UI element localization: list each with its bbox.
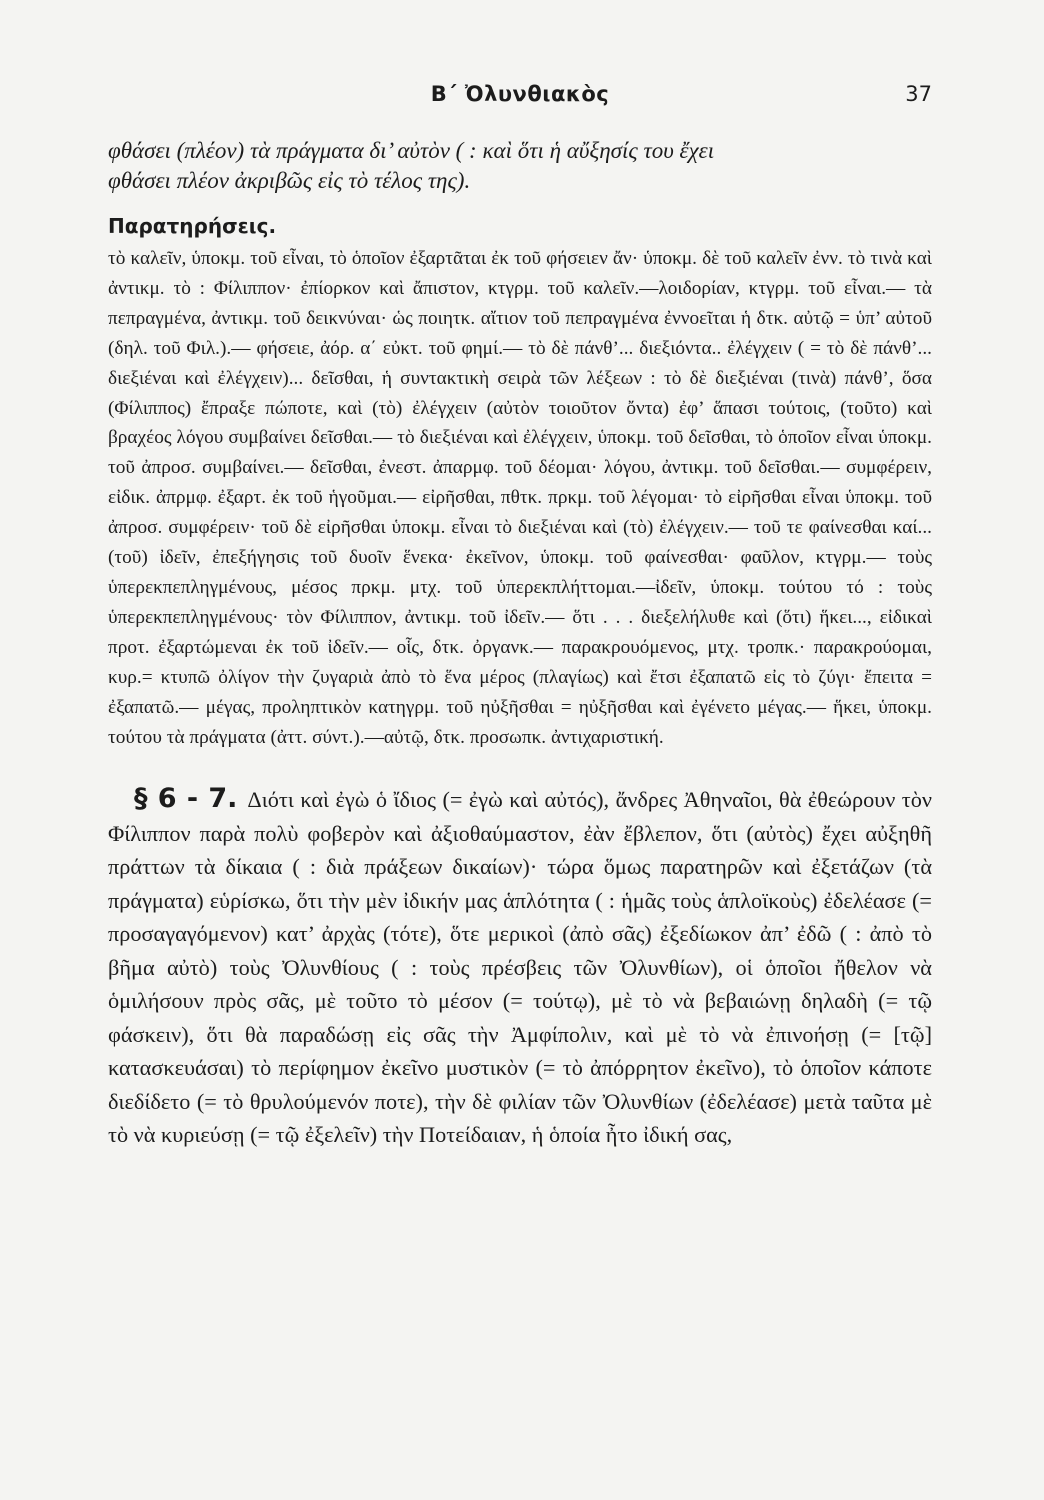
- notes-body: [108, 244, 932, 752]
- notes-paragraph: τὸ καλεῖν, ὑποκμ. τοῦ εἶναι, τὸ ὁποῖον ἐξαρτᾶται ἐκ τοῦ φήσειεν ἄν· ὑποκμ. δὲ τοῦ καλεῖν ἐνν. τὸ τινὰ καὶ ἀντικμ. τὸ : Φίλιππον· ἐπίορκον καὶ ἄπιστον, κτγρμ. τοῦ καλεῖν.—λοιδορίαν, κτγρμ. τοῦ εἶναι.— τὰ πεπραγμένα, ἀντικμ. τοῦ δεικνύναι· ὡς ποιητκ. αἴτιον τοῦ πεπραγμένα ἐννοεῖται ἡ δτκ. αὐτῷ = ὑπ’ αὐτοῦ (δηλ. τοῦ Φιλ.).— φήσειε, ἀόρ. α΄ εὐκτ. τοῦ φημί.— τὸ δὲ πάνθ’... διεξιόντα.. ἐλέγχειν ( = τὸ δὲ πάνθ’... διεξιέναι καὶ ἐλέγχειν)... δεῖσθαι, ἡ συντακτικὴ σειρὰ τῶν λέξεων : τὸ δὲ διεξιέναι (τινὰ) πάνθ’, ὅσα (Φίλιππος) ἔπραξε πώποτε, καὶ (τὸ) ἐλέγχειν (αὐτὸν τοιοῦτον ὄντα) ἐφ’ ἅπασι τούτοις, (τοῦτο) καὶ βραχέος λόγου συμβαίνει δεῖσθαι.— τὸ διεξιέναι καὶ ἐλέγχειν, ὑποκμ. τοῦ δεῖσθαι, τὸ ὁποῖον εἶναι ὑποκμ. τοῦ ἀπροσ. συμβαίνει.— δεῖσθαι, ἐνεστ. ἀπαρμφ. τοῦ δέομαι· λόγου, ἀντικμ. τοῦ δεῖσθαι.— συμφέρειν, εἰδικ. ἀπρμφ. ἐξαρτ. ἐκ τοῦ ἡγοῦμαι.— εἰρῆσθαι, πθτκ. πρκμ. τοῦ λέγομαι· τὸ εἰρῆσθαι εἶναι ὑποκμ. τοῦ ἀπροσ. συμφέρειν· τοῦ δὲ εἰρῆσθαι ὑποκμ. εἶναι τὸ διεξιέναι καὶ (τὸ) ἐλέγχειν.— τοῦ τε φαίνεσθαι καί... (τοῦ) ἰδεῖν, ἐπεξήγησις τοῦ δυοῖν ἕνεκα· ἐκεῖνον, ὑποκμ. τοῦ φαίνεσθαι· φαῦλον, κτγρμ.— τοὺς ὑπερεκπεπληγμένους, μέσος πρκμ. μτχ. τοῦ ὑπερεκπλήττομαι.—ἰδεῖν, ὑποκμ. τούτου τό : τοὺς ὑπερεκπεπληγμένους· τὸν Φίλιππον, ἀντικμ. τοῦ ἰδεῖν.— ὅτι . . . διεξελήλυθε καὶ (ὅτι) ἥκει..., εἰδικαὶ προτ. ἐξαρτώμεναι ἐκ τοῦ ἰδεῖν.— οἷς, δτκ. ὀργανκ.— παρακρουόμενος, μτχ. τροπκ.· παρακρούομαι, κυρ.= κτυπῶ ὀλίγον τὴν ζυγαριὰ ἀπὸ τὸ ἕνα μέρος (πλαγίως) καὶ ἔτσι ἐξαπατῶ εἰς τὸ ζύγι· ἔπειτα = ἐξαπατῶ.— μέγας, προληπτικὸν κατηγρμ. τοῦ ηὐξῆσθαι = ηὐξῆσθαι καὶ ἐγένετο μέγας.— ἥκει, ὑποκμ. τούτου τὰ πράγματα (ἀττ. σύντ.).—αὐτῷ, δτκ. προσωπκ. ἀντιχαριστική.: [108, 248, 932, 748]
- running-title: Β΄ Ὀλυνθιακὸς: [430, 82, 610, 106]
- intro-line-2: φθάσει πλέον ἀκριβῶς εἰς τὸ τέλος της).: [108, 168, 471, 193]
- section-6-7: [108, 782, 932, 1152]
- notes-heading: Παρατηρήσεις.: [108, 214, 277, 238]
- intro-line-1: φθάσει (πλέον) τὰ πράγματα δι’ αὐτὸν ( : καὶ ὅτι ἡ αὔξησίς του ἔχει: [108, 138, 715, 163]
- intro-text: [108, 136, 932, 196]
- section-marker: § 6 - 7.: [134, 783, 238, 815]
- running-header: [108, 82, 932, 122]
- section-text: Διότι καὶ ἐγὼ ὁ ἴδιος (= ἐγὼ καὶ αὐτός), ἄνδρες Ἀθηναῖοι, θὰ ἐθεώρουν τὸν Φίλιππον παρὰ πολὺ φοβερὸν καὶ ἀξιοθαύμαστον, ἐὰν ἔβλεπον, ὅτι (αὐτὸς) ἔχει αὐξηθῆ πράττων τὰ δίκαια ( : διὰ πράξεων δικαίων)· τώρα ὅμως παρατηρῶν καὶ ἐξετάζων (τὰ πράγματα) εὑρίσκω, ὅτι τὴν μὲν ἰδικήν μας ἁπλότητα ( : ἡμᾶς τοὺς ἁπλοϊκοὺς) ἐδελέασε (= προσαγαγόμενον) κατ’ ἀρχὰς (τότε), ὅτε μερικοὶ (ἀπὸ σᾶς) ἐξεδίωκον ἀπ’ ἐδῶ ( : ἀπὸ τὸ βῆμα αὐτὸ) τοὺς Ὀλυνθίους ( : τοὺς πρέσβεις τῶν Ὀλυνθίων), οἱ ὁποῖοι ἤθελον νὰ ὁμιλήσουν πρὸς σᾶς, μὲ τοῦτο τὸ μέσον (= τούτῳ), μὲ τὸ νὰ βεβαιώνῃ δηλαδὴ (= τῷ φάσκειν), ὅτι θὰ παραδώσῃ εἰς σᾶς τὴν Ἀμφίπολιν, καὶ μὲ τὸ νὰ ἐπινοήσῃ (= [τῷ] κατασκευάσαι) τὸ περίφημον ἐκεῖνο μυστικὸν (= τὸ ἀπόρρητον ἐκεῖνο), τὸ ὁποῖον κάποτε διεδίδετο (= τὸ θρυλούμενόν ποτε), τὴν δὲ φιλίαν τῶν Ὀλυνθίων (ἐδελέασε) μετὰ ταῦτα μὲ τὸ νὰ κυριεύσῃ (= τῷ ἐξελεῖν) τὴν Ποτείδαιαν, ἡ ὁποία ἦτο ἰδική σας,: [108, 787, 932, 1148]
- page-number: 37: [905, 82, 932, 106]
- page: [108, 82, 932, 1152]
